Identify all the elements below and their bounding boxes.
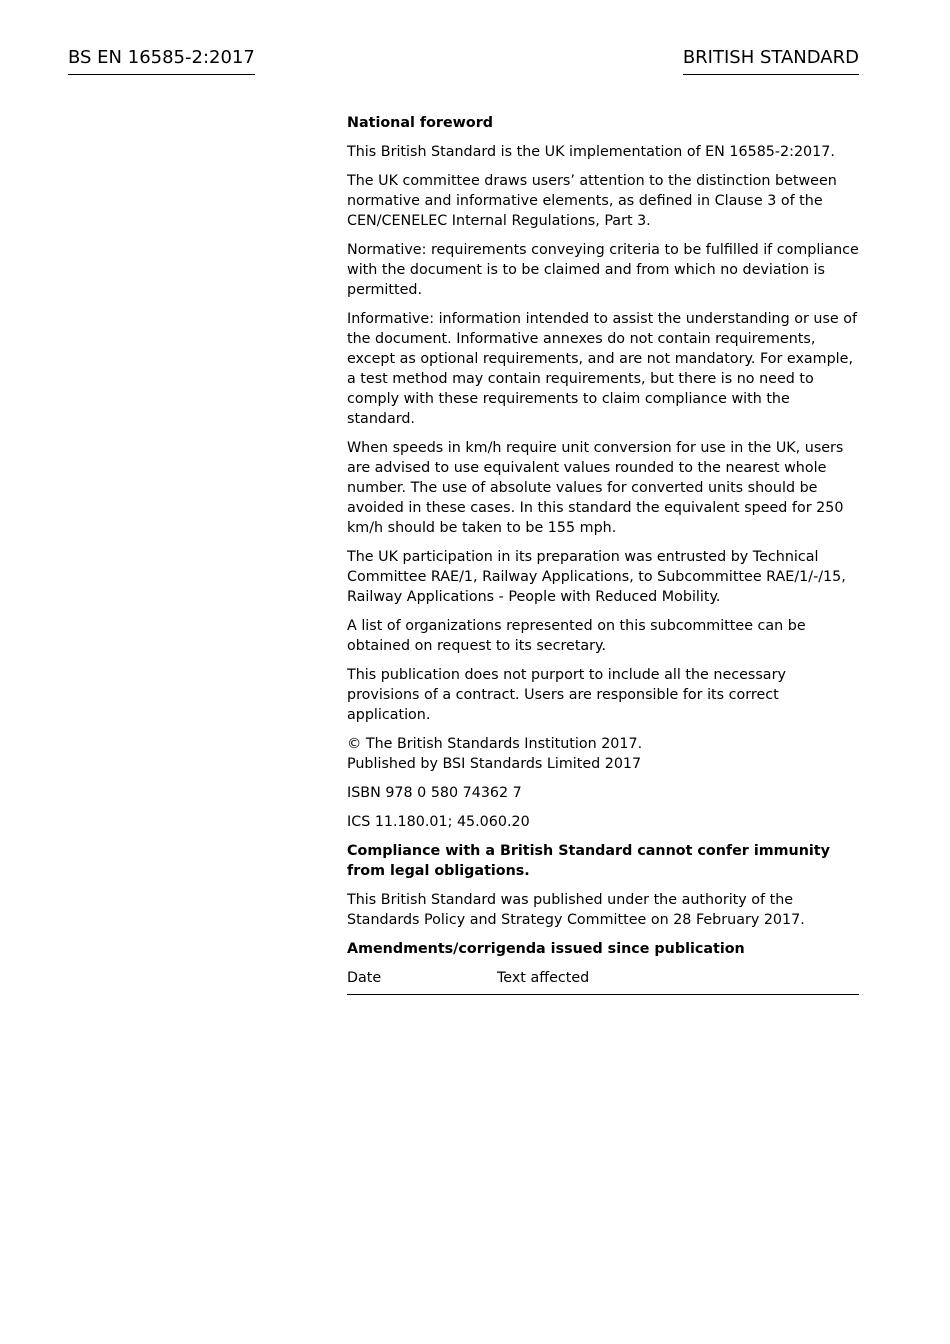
column-header-date: Date bbox=[347, 968, 497, 995]
publisher-line: Published by BSI Standards Limited 2017 bbox=[347, 756, 642, 772]
table-header-row bbox=[347, 968, 859, 995]
foreword-paragraph: This British Standard is the UK implementation of EN 16585-2:2017. bbox=[347, 144, 835, 160]
foreword-paragraph: Informative: information intended to assist the understanding or use of the document. Informative annexes do not contain requirements, except as optional requirements, and are not mandatory. For example, a test method may contain requirements, but there is no need to comply with these requirements to claim compliance with the standard. bbox=[347, 311, 858, 427]
foreword-paragraph: The UK committee draws users’ attention to the distinction between normative and informative elements, as defined in Clause 3 of the CEN/CENELEC Internal Regulations, Part 3. bbox=[347, 173, 837, 229]
amendments-table bbox=[347, 968, 859, 995]
column-header-text-affected: Text affected bbox=[497, 968, 859, 995]
foreword-paragraph: The UK participation in its preparation was entrusted by Technical Committee RAE/1, Railway Applications, to Subcommittee RAE/1/-/15, Railway Applications - People with Reduced Mobility. bbox=[347, 549, 846, 605]
foreword-paragraph: A list of organizations represented on this subcommittee can be obtained on request to its secretary. bbox=[347, 618, 806, 654]
copyright-notice bbox=[347, 734, 859, 774]
copyright-line: © The British Standards Institution 2017. bbox=[347, 736, 643, 752]
foreword-paragraph: This publication does not purport to include all the necessary provisions of a contract. Users are responsible for its correct application. bbox=[347, 667, 786, 723]
amendments-title: Amendments/corrigenda issued since publication bbox=[347, 941, 745, 957]
foreword-paragraph: When speeds in km/h require unit conversion for use in the UK, users are advised to use equivalent values rounded to the nearest whole number. The use of absolute values for converted units should be avoided in these cases. In this standard the equivalent speed for 250 km/h should be taken to be 155 mph. bbox=[347, 440, 844, 536]
foreword-paragraph: Normative: requirements conveying criteria to be fulfilled if compliance with the document is to be claimed and from which no deviation is permitted. bbox=[347, 242, 859, 298]
document-id: BS EN 16585-2:2017 bbox=[68, 47, 255, 75]
document-type: BRITISH STANDARD bbox=[683, 47, 859, 75]
national-foreword-section bbox=[347, 113, 859, 995]
compliance-note: Compliance with a British Standard cannot confer immunity from legal obligations. bbox=[347, 843, 830, 879]
ics-codes: ICS 11.180.01; 45.060.20 bbox=[347, 814, 530, 830]
authority-note: This British Standard was published under the authority of the Standards Policy and Strategy Committee on 28 February 2017. bbox=[347, 892, 805, 928]
foreword-title: National foreword bbox=[347, 115, 493, 131]
isbn: ISBN 978 0 580 74362 7 bbox=[347, 785, 522, 801]
